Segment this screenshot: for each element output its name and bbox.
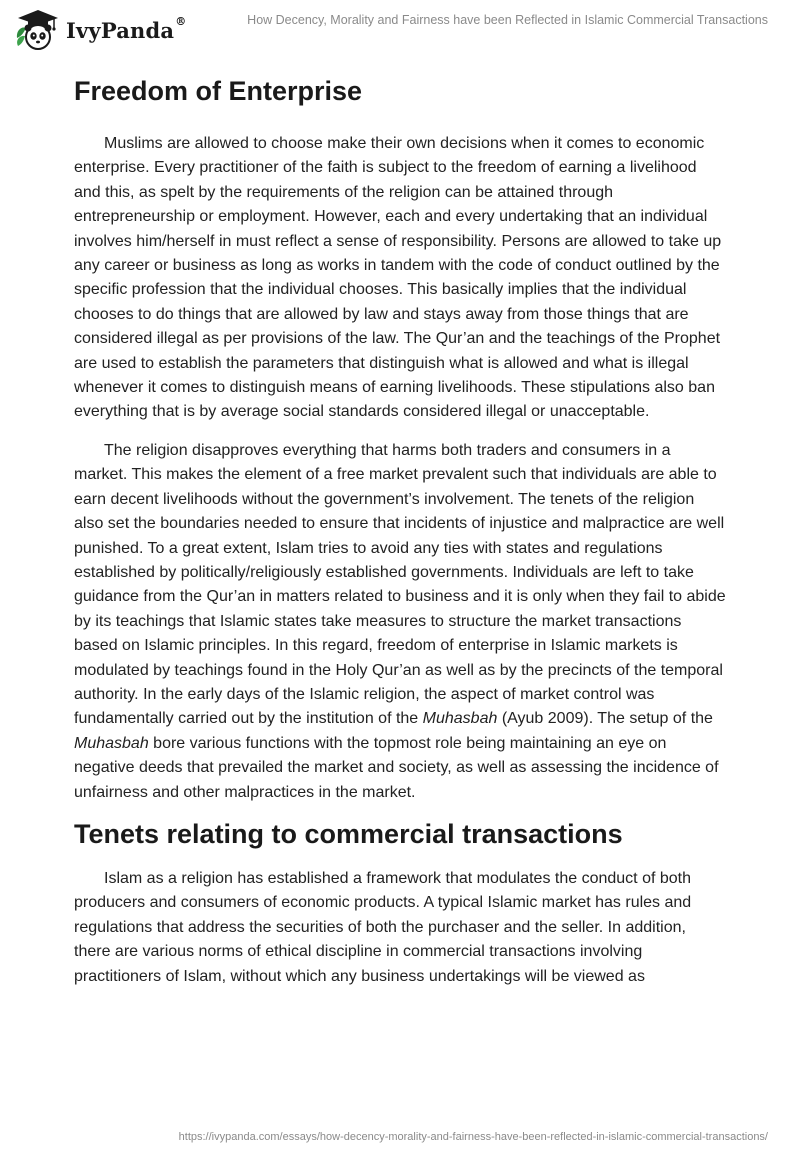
registered-mark: ® bbox=[175, 14, 187, 28]
paragraph-2-part-a: The religion disapproves everything that harms both traders and consumers in a market. This makes the element of a free market prevalent such that individuals are able to earn decent livelihoods without the government’s involvement. The tenets of the religion also set the boundaries needed to ensure that incidents of injustice and malpractice are well punished. To a great extent, Islam tries to avoid any ties with states and regulations established by politically/religiously established governments. Individuals are left to take guidance from the Qur’an in matters related to business and it is only when they fail to abide by its teachings that Islamic states take measures to structure the market transactions based on Islamic principles. In this regard, freedom of enterprise in Islamic markets is modulated by teachings found in the Holy Qur’an as well as by the precincts of the temporal authority. In the early days of the Islamic religion, the aspect of market control was fundamentally carried out by the institution of the bbox=[74, 441, 726, 728]
panda-graduate-icon bbox=[14, 8, 62, 52]
muhasbah-term-1: Muhasbah bbox=[422, 710, 498, 728]
page-header bbox=[0, 0, 800, 60]
paragraph-1: Muslims are allowed to choose make their own decisions when it comes to economic enterprise. Every practitioner of the faith is subject to the freedom of earning a livelihood and this, as spelt by the requirements of the religion can be attained through entrepreneurship or employment. However, each and every undertaking that an individual involves him/herself in must reflect a sense of responsibility. Persons are allowed to take up any career or business as long as works in tandem with the code of conduct outlined by the specific profession that the individual chooses. This basically implies that the individual chooses to do things that are allowed by law and stays away from those things that are considered illegal as per provisions of the law. The Qur’an and the teachings of the Prophet are used to establish the parameters that distinguish what is allowed and what is illegal whenever it comes to distinguish means of earning livelihoods. These stipulations also ban everything that is by average social standards considered illegal or unacceptable. bbox=[74, 135, 722, 421]
document-title: How Decency, Morality and Fairness have been Reflected in Islamic Commercial Transactions bbox=[247, 13, 768, 27]
paragraph-2-part-b: (Ayub 2009). The setup of the bbox=[497, 710, 713, 728]
logo-wordmark bbox=[66, 14, 187, 43]
paragraph-2 bbox=[74, 439, 726, 805]
source-url[interactable]: https://ivypanda.com/essays/how-decency-morality-and-fairness-have-been-reflected-in-islamic-commercial-transactions/ bbox=[178, 1131, 768, 1143]
logo-name: IvyPanda bbox=[66, 17, 175, 43]
paragraph-2-part-c: bore various functions with the topmost role being maintaining an eye on negative deeds that prevailed the market and society, as well as assessing the incidence of unfairness and other malpractices in the market. bbox=[74, 734, 719, 801]
paragraph-3: Islam as a religion has established a framework that modulates the conduct of both producers and consumers of economic products. A typical Islamic market has rules and regulations that address the securities of both the purchaser and the seller. In addition, there are various norms of ethical discipline in commercial transactions involving practitioners of Islam, without which any business undertakings will be viewed as bbox=[74, 869, 692, 985]
muhasbah-term-2: Muhasbah bbox=[74, 734, 149, 752]
section-heading-tenets: Tenets relating to commercial transactions bbox=[74, 818, 623, 849]
section-heading-freedom: Freedom of Enterprise bbox=[74, 76, 363, 106]
ivypanda-logo[interactable] bbox=[14, 8, 186, 52]
article-body bbox=[74, 72, 726, 989]
